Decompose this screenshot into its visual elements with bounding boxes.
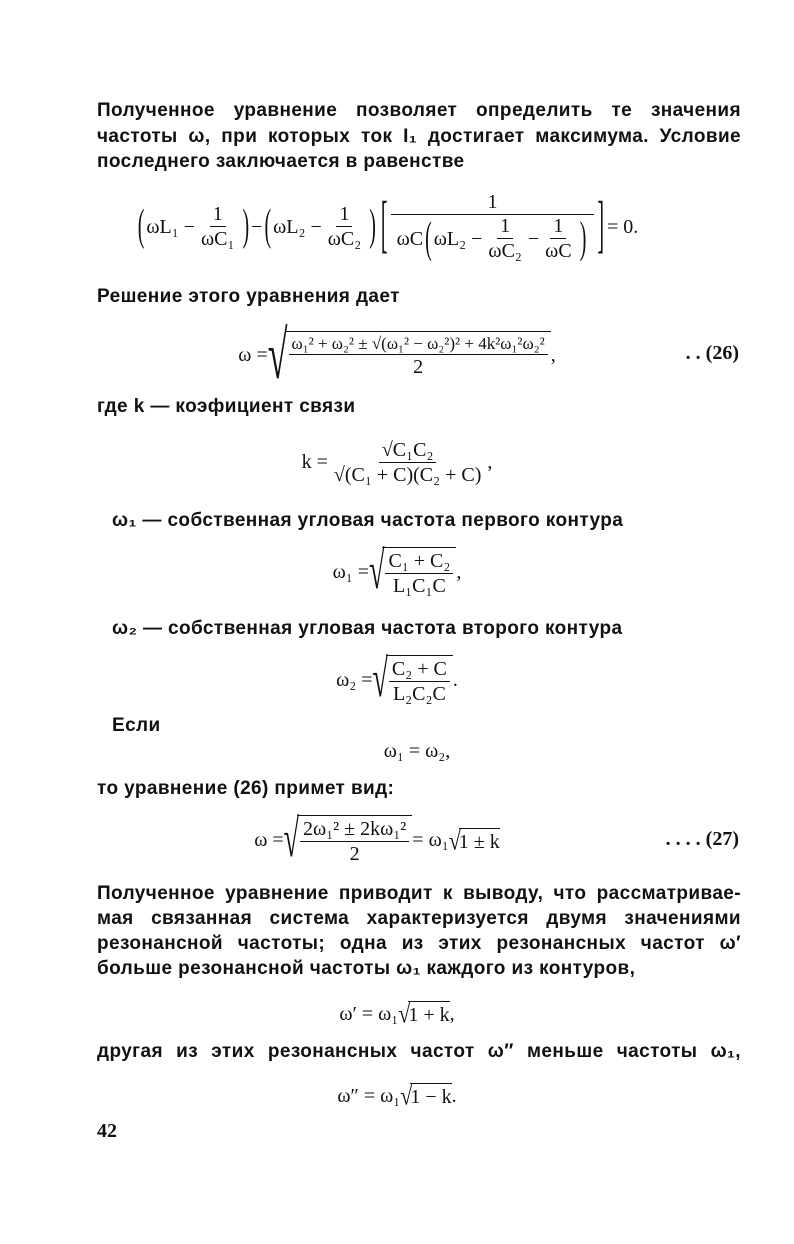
math: , bbox=[487, 451, 493, 473]
math: ωL₁ − bbox=[146, 215, 195, 238]
math: , bbox=[550, 343, 556, 366]
math: 1 bbox=[550, 215, 566, 239]
math: 1 ± k bbox=[459, 828, 500, 854]
text-line: Решение этого уравнения дает bbox=[97, 286, 400, 307]
math: L₁C₁C bbox=[392, 575, 446, 597]
math: C₁ + C₂ bbox=[385, 550, 453, 574]
math: 2ω₁² ± 2kω₁² bbox=[300, 818, 409, 842]
text-line: то уравнение (26) примет вид: bbox=[97, 778, 395, 799]
text-line: ω₁ — собственная угловая частота первого контура bbox=[112, 510, 624, 531]
math: ωL₂ − bbox=[273, 215, 322, 238]
math: . bbox=[452, 669, 458, 691]
text-line: частоты ω, при которых ток I₁ достигает максимума. Условие bbox=[97, 126, 741, 147]
math: 1 + k bbox=[408, 1001, 449, 1027]
math: . bbox=[451, 1084, 457, 1107]
math: 1 bbox=[391, 191, 595, 215]
text-line: последнего заключается в равенстве bbox=[97, 151, 465, 172]
math: ω = bbox=[238, 343, 268, 366]
text-line: Полученное уравнение позволяет определить те значения bbox=[97, 100, 741, 121]
text-line: Полученное уравнение приводит к выводу, что рассматривае- bbox=[97, 883, 741, 904]
math: 1 bbox=[210, 203, 226, 227]
text-line: резонансной частоты; одна из этих резонансных частот ω′ bbox=[97, 933, 741, 954]
math: ω′ = ω₁ bbox=[339, 1002, 399, 1025]
equation-26: ω = √ $\frac{\text{ω₁² + ω₂² ± √(ω₁² − ω₂²)² + 4k²ω₁²ω₂²}}{2}$ , bbox=[238, 316, 556, 393]
math: √C₁C₂ bbox=[379, 439, 437, 463]
equation-omega-prime: ω′ = ω₁ √ 1 + k , bbox=[339, 998, 455, 1029]
math: √(C₁ + C)(C₂ + C) bbox=[333, 463, 482, 486]
math: ω₁ = bbox=[332, 561, 370, 583]
math: − bbox=[251, 215, 263, 238]
math: k = bbox=[301, 451, 328, 473]
equation-27: ω = √ $\frac{\text{2ω₁² ± 2kω₁²}}{2}$ = ω₁ √ 1 ± k bbox=[254, 810, 500, 869]
math: ω = bbox=[254, 829, 284, 851]
math: ωL₂ − bbox=[433, 228, 483, 250]
text-line: ω₂ — собственная угловая частота второго контура bbox=[112, 618, 623, 639]
equation-number: . . . . (27) bbox=[665, 828, 739, 850]
equation-omega2: ω₂ = √ $\frac{\text{C₂ + C}}{\text{L₂C₂C}}$ . bbox=[336, 650, 458, 709]
math: 2 bbox=[413, 355, 424, 378]
math: 1 bbox=[336, 203, 352, 227]
text-line: мая связанная система характеризуется двумя значениями bbox=[97, 908, 741, 929]
math: ω₁² + ω₂² ± √(ω₁² − ω₂²)² + 4k²ω₁²ω₂² bbox=[289, 334, 548, 355]
math: 1 − k bbox=[410, 1083, 451, 1109]
equation-omega1: ω₁ = √ $\frac{\text{C₁ + C₂}}{\text{L₁C₁C}}$ , bbox=[332, 542, 462, 601]
equation-equal: ω₁ = ω₂, bbox=[383, 739, 451, 762]
text-line: больше резонансной частоты ω₁ каждого из контуров, bbox=[97, 958, 636, 979]
page-number: 42 bbox=[97, 1120, 117, 1142]
math: = 0. bbox=[607, 215, 639, 238]
math: ωC₂ bbox=[327, 228, 362, 250]
math: ω₂ = bbox=[336, 669, 373, 691]
math: ωC bbox=[545, 240, 572, 262]
equation-condition: ( ωL₁ − $\frac{1}{\text{ωC₁}}$ ) − ( ωL₂ − $\frac{1}{\text{ωC₂}}$ ) [ 1 ωC ( ωL₂ − $\frac{1}{\text{ωC₂}}$ − $\frac{1}{\omega C}$ ) ] = 0. bbox=[137, 190, 639, 264]
equation-number: . . (26) bbox=[685, 342, 739, 364]
text-line: Если bbox=[112, 715, 161, 736]
equation-omega-double-prime: ω″ = ω₁ √ 1 − k . bbox=[337, 1080, 457, 1111]
math: = ω₁ bbox=[412, 829, 449, 851]
text-line: где k — коэфициент связи bbox=[97, 396, 356, 417]
math: , bbox=[456, 561, 462, 583]
math: ω″ = ω₁ bbox=[337, 1084, 401, 1107]
math: ωC₂ bbox=[488, 240, 522, 262]
math: 2 bbox=[349, 843, 360, 865]
math: ωC₁ bbox=[201, 228, 235, 250]
math: ωC bbox=[396, 228, 424, 250]
math: L₂C₂C bbox=[392, 683, 446, 705]
math: 1 bbox=[497, 215, 513, 239]
math: , bbox=[449, 1002, 455, 1025]
math: − bbox=[527, 228, 540, 250]
equation-k bbox=[0, 430, 794, 495]
math: C₂ + C bbox=[389, 658, 450, 682]
text-line: другая из этих резонансных частот ω″ меньше частоты ω₁, bbox=[97, 1041, 741, 1062]
